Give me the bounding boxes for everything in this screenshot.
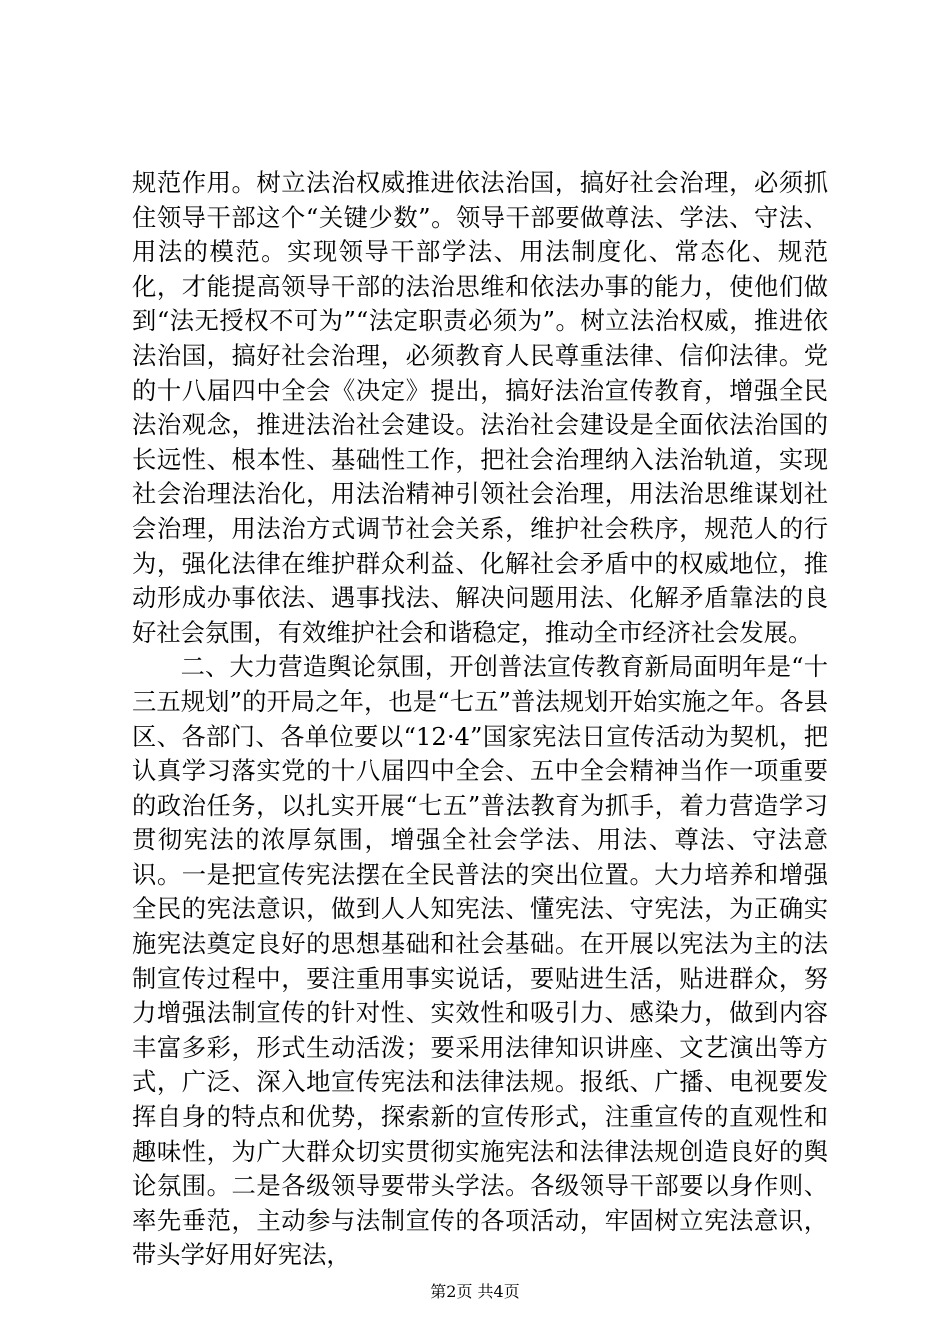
paragraph-2: 二、大力营造舆论氛围，开创普法宣传教育新局面明年是“十三五规划”的开局之年，也是“七五”普法规划开始实施之年。各县区、各部门、各单位要以“12·4”国家宪法日宣传活动为契机，把认真学习落实党的十八届四中全会、五中全会精神当作一项重要的政治任务，以扎实开展“七五”普法教育为抓手，着力营造学习贯彻宪法的浓厚氛围，增强全社会学法、用法、尊法、守法意识。一是把宣传宪法摆在全民普法的突出位置。大力培养和增强全民的宪法意识，做到人人知宪法、懂宪法、守宪法，为正确实施宪法奠定良好的思想基础和社会基础。在开展以宪法为主的法制宣传过程中，要注重用事实说话，要贴进生活，贴进群众，努力增强法制宣传的针对性、实效性和吸引力、感染力，做到内容丰富多彩，形式生动活泼；要采用法律知识讲座、文艺演出等方式，广泛、深入地宣传宪法和法律法规。报纸、广播、电视要发挥自身的特点和优势，探索新的宣传形式，注重宣传的直观性和趣味性，为广大群众切实贯彻实施宪法和法律法规创造良好的舆论氛围。二是各级领导要带头学法。各级领导干部要以身作则、率先垂范，主动参与法制宣传的各项活动，牢固树立宪法意识，带头学好用好宪法， xyxy=(132,652,828,1270)
paragraph-1: 规范作用。树立法治权威推进依法治国，搞好社会治理，必须抓住领导干部这个“关键少数”。领导干部要做尊法、学法、守法、用法的模范。实现领导干部学法、用法制度化、常态化、规范化，才能提高领导干部的法治思维和依法办事的能力，使他们做到“法无授权不可为”“法定职责必须为”。树立法治权威，推进依法治国，搞好社会治理，必须教育人民尊重法律、信仰法律。党的十八届四中全会《决定》提出，搞好法治宣传教育，增强全民法治观念，推进法治社会建设。法治社会建设是全面依法治国的长远性、根本性、基础性工作，把社会治理纳入法治轨道，实现社会治理法治化，用法治精神引领社会治理，用法治思维谋划社会治理，用法治方式调节社会关系，维护社会秩序，规范人的行为，强化法律在维护群众利益、化解社会矛盾中的权威地位，推动形成办事依法、遇事找法、解决问题用法、化解矛盾靠法的良好社会氛围，有效维护社会和谐稳定，推动全市经济社会发展。 xyxy=(132,168,828,647)
page-number-label: 第2页 共4页 xyxy=(430,1282,520,1301)
body-text xyxy=(132,166,828,1273)
page-footer xyxy=(0,1282,950,1302)
